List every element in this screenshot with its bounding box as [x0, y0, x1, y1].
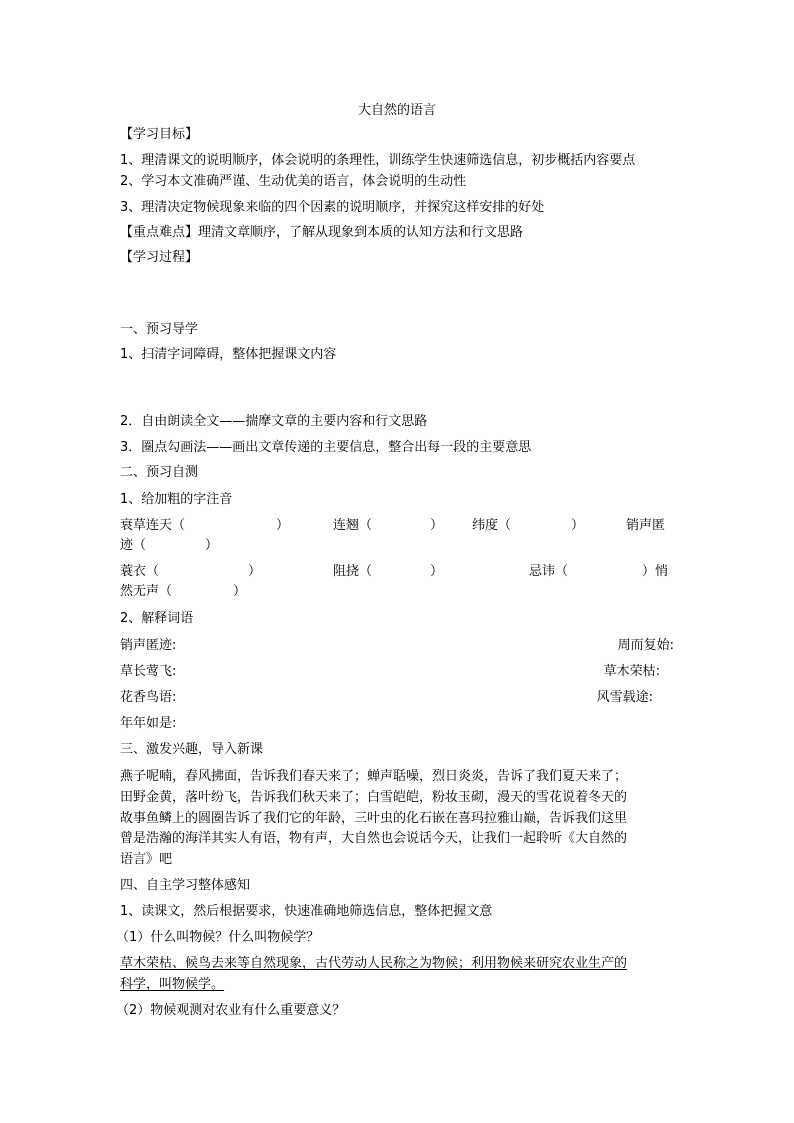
section4-heading: 四、自主学习整体感知	[120, 878, 251, 893]
question-2: （2）物候观测对农业有什么重要意义？	[116, 1003, 346, 1018]
objective-2: 2、学习本文准确严谨、生动优美的语言，体会说明的生动性	[120, 174, 467, 189]
section4-item-1: 1、读课文，然后根据要求，快速准确地筛选信息，整体把握文意	[120, 904, 493, 919]
pinyin-row1-cont-close: ）	[205, 538, 219, 553]
pinyin-row2-cont-close: ）	[233, 584, 247, 599]
pinyin-row2-close2: ）	[430, 564, 444, 579]
section1-item-3: 3．圈点勾画法——画出文章传递的主要信息，整合出每一段的主要意思	[120, 440, 532, 455]
vocab-term: 风雪载途:	[596, 690, 653, 705]
pinyin-row2-cont: 然无声（	[120, 584, 173, 599]
vocab-term: 草木荣枯:	[603, 664, 660, 679]
vocab-heading: 2、解释词语	[120, 611, 194, 626]
section1-item-1: 1、扫清字词障碍，整体把握课文内容	[120, 347, 337, 362]
vocab-term: 年年如是:	[120, 716, 177, 731]
objective-3: 3、理清决定物候现象来临的四个因素的说明顺序，并探究这样安排的好处	[120, 200, 545, 215]
section1-heading: 一、预习导学	[120, 322, 199, 337]
pinyin-row2-close1: ）	[248, 564, 262, 579]
pinyin-row1-close2: ）	[430, 518, 444, 533]
pinyin-row2-word1: 蓑衣（	[120, 564, 160, 579]
pinyin-row1-close3: ）	[571, 518, 585, 533]
section1-item-2: 2．自由朗读全文——揣摩文章的主要内容和行文思路	[120, 414, 428, 429]
pinyin-row1-close1: ）	[276, 518, 290, 533]
intro-paragraph-line: 故事鱼鳞上的圆圈告诉了我们它的年龄，三叶虫的化石嵌在喜玛拉雅山巅，告诉我们这里	[120, 811, 628, 826]
answer-1-line1: 草木荣枯、候鸟去来等自然现象，古代劳动人民称之为物候；利用物候来研究农业生产的	[120, 956, 628, 971]
intro-paragraph-line: 曾是浩瀚的海洋其实人有语，物有声，大自然也会说话今天，让我们一起聆听《大自然的	[120, 831, 628, 846]
vocab-term: 草长莺飞:	[120, 664, 177, 679]
pinyin-row2-close3: ）悄	[642, 564, 669, 579]
question-1: （1）什么叫物候？什么叫物候学？	[116, 930, 320, 945]
pinyin-heading: 1、给加粗的字注音	[120, 492, 233, 507]
pinyin-row2-word3: 忌讳（	[529, 564, 569, 579]
pinyin-row1-word3: 纬度（	[472, 518, 512, 533]
process-heading: 【学习过程】	[120, 250, 199, 265]
pinyin-row1-word2: 连翘（	[333, 518, 373, 533]
vocab-term: 花香鸟语:	[120, 690, 177, 705]
objective-1: 1、理清课文的说明顺序，体会说明的条理性，训练学生快速筛选信息，初步概括内容要点	[120, 153, 636, 168]
vocab-term: 周而复始:	[617, 638, 674, 653]
intro-paragraph-line: 燕子呢喃，春风拂面，告诉我们春天来了；蝉声聒噪，烈日炎炎，告诉了我们夏天来了；	[120, 769, 628, 784]
section2-heading: 二、预习自测	[120, 465, 199, 480]
answer-1-line2: 科学，叫物候学。	[120, 977, 225, 992]
pinyin-row1-cont: 迹（	[120, 538, 147, 553]
intro-paragraph-line: 语言》吧	[120, 852, 173, 867]
vocab-term: 销声匿迹:	[120, 638, 177, 653]
pinyin-row1-word4: 销声匿	[626, 518, 666, 533]
intro-paragraph-line: 田野金黄，落叶纷飞，告诉我们秋天来了；白雪皑皑，粉妆玉砌，漫天的雪花说着冬天的	[120, 790, 628, 805]
pinyin-row1-word1: 衰草连天（	[120, 518, 186, 533]
objectives-heading: 【学习目标】	[120, 127, 199, 142]
document-title: 大自然的语言	[358, 103, 437, 118]
pinyin-row2-word2: 阻挠（	[333, 564, 373, 579]
key-points: 【重点难点】理清文章顺序，了解从现象到本质的认知方法和行文思路	[120, 225, 524, 240]
section3-heading: 三、激发兴趣，导入新课	[120, 742, 264, 757]
